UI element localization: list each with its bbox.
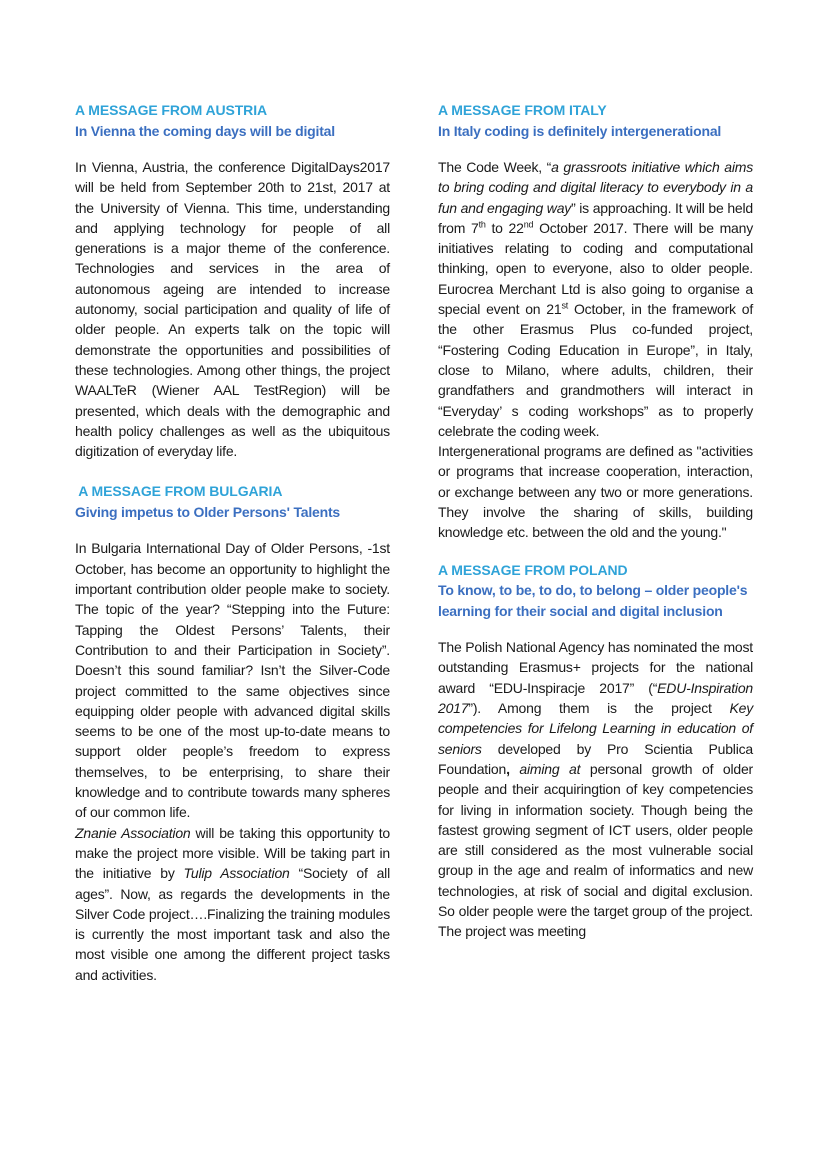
bulgaria-section: [75, 481, 390, 985]
bulgaria-kicker: A MESSAGE FROM BULGARIA: [75, 483, 283, 500]
poland-body: [438, 637, 753, 941]
poland-section: [438, 560, 753, 942]
bulgaria-paragraph-1: In Bulgaria International Day of Older Persons, -1st October, has become an opportunity to highlight the important contribution older people make to society. The topic of the year? “Stepping into the Future: Tapping the Oldest Persons’ Talents, their Contribution to and their Participation in Society”. Doesn’t this sound familiar? Isn’t the Silver-Code project committed to the same objectives since equipping older people with advanced digital skills seems to be one of the most up-to-date means to support older people’s freedom to express themselves, to be enterprising, to share their knowledge and to contribute towards many spheres of our common life.: [75, 540, 390, 821]
key-competencies-project: Key competencies for Lifelong Learning in education of seniors: [438, 700, 753, 757]
tulip-association-name: Tulip Association: [183, 865, 290, 882]
bulgaria-paragraph-2: Znanie Association will be taking this opportunity to make the project more visible. Will be taking part in the initiative by Tulip Association “Society of all ages”. Now, as regards the developments in the Silver Code project….Finalizing the training modules is currently the most important task and also the most visible one among the different project tasks and activities.: [75, 824, 391, 983]
right-column: [438, 100, 753, 942]
italy-section: [438, 100, 753, 543]
poland-kicker: A MESSAGE FROM POLAND: [438, 561, 628, 578]
austria-kicker: A MESSAGE FROM AUSTRIA: [75, 102, 267, 118]
bulgaria-body: [75, 538, 390, 985]
italy-paragraph-1: The Code Week, “a grassroots initiative which aims to bring coding and digital literacy to everybody in a fun and engaging way” is approaching. It will be held from 7th to 22nd October 2017. There will be many initiatives relating to coding and computational thinking, open to everyone, also to older people. Eurocrea Merchant Ltd is also going to organise a special event on 21st October, in the framework of the other Erasmus Plus co-funded project, “Fostering Coding Education in Europe”, in Italy, close to Milano, where adults, children, their grandfathers and grandmothers will interact in “Everyday’ s coding workshops” as to properly celebrate the coding week.: [438, 159, 754, 439]
znanie-association-name: Znanie Association: [75, 824, 191, 841]
italy-paragraph-2: Intergenerational programs are defined as "activities or programs that increase cooperation, interaction, or exchange between any two or more generations. They involve the sharing of skills, building knowledge etc. between the old and the young.": [438, 443, 753, 541]
bulgaria-headline: Giving impetus to Older Persons' Talents: [75, 503, 341, 520]
edu-inspiration-award: EDU-Inspiration 2017: [438, 679, 753, 717]
italy-headline: In Italy coding is definitely intergenerational: [438, 122, 722, 139]
italy-body: [438, 157, 753, 543]
left-column: [75, 100, 390, 985]
poland-headline: To know, to be, to do, to belong – older people's learning for their social and digital inclusion: [438, 582, 748, 619]
italy-kicker: A MESSAGE FROM ITALY: [438, 102, 607, 118]
poland-paragraph: The Polish National Agency has nominated the most outstanding Erasmus+ projects for the national award “EDU-Inspiracje 2017” (“EDU-Inspiration 2017”). Among them is the project Key competencies for Lifelong Learning in education of seniors developed by Pro Scientia Publica Foundation, aiming at personal growth of older people and their acquiringtion of key competencies for living in information society. Though being the fastest growing segment of ICT users, older people are still considered as the most vulnerable social group in the age and realm of informatics and new technologies, at risk of social and digital exclusion. So older people were the target group of the project. The project was meeting: [438, 639, 753, 940]
austria-section: [75, 100, 390, 461]
austria-paragraph: In Vienna, Austria, the conference DigitalDays2017 will be held from September 20th to 21st, 2017 at the University of Vienna. This time, understanding and applying technology for people of all generations is a major theme of the conference. Technologies and services in the area of autonomous ageing are intended to increase autonomy, social participation and quality of life of older people. An experts talk on the topic will demonstrate the opportunities and possibilities of these technologies. Among other things, the project WAALTeR (Wiener AAL TestRegion) will be presented, which deals with the demographic and health policy challenges as well as the ubiquitous digitization of everyday life.: [75, 159, 390, 460]
austria-headline: In Vienna the coming days will be digital: [75, 122, 335, 139]
code-week-quote: a grassroots initiative which aims to bring coding and digital literacy to everybody in a fun and engaging way: [438, 159, 753, 216]
austria-body: [75, 157, 390, 461]
